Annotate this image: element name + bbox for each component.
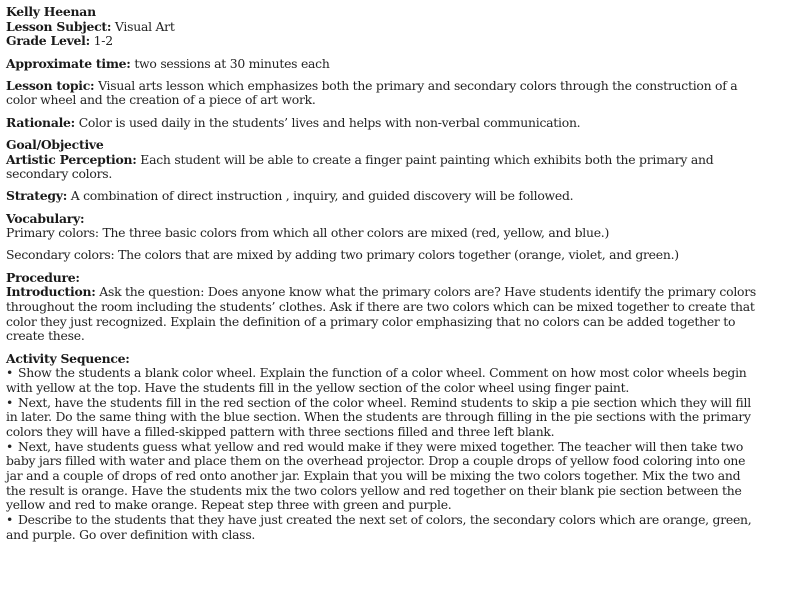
artistic-perception: Artistic Perception: Each student will be able to create a finger paint painting which exhibits both the primary and bbox=[6, 151, 714, 167]
strategy: Strategy: A combination of direct instruction , inquiry, and guided discovery will be followed. bbox=[6, 188, 574, 204]
vocab-secondary-colors: Secondary colors: The colors that are mixed by adding two primary colors together (orange, violet, and green.) bbox=[6, 247, 679, 263]
rationale: Rationale: Color is used daily in the students’ lives and helps with non-verbal communication. bbox=[6, 114, 581, 130]
grade-level-value: 1-2 bbox=[89, 33, 113, 49]
procedure-heading: Procedure: bbox=[6, 269, 80, 285]
activity-sequence-heading: Activity Sequence: bbox=[6, 350, 130, 366]
lesson-subject-value: Visual Art bbox=[111, 18, 175, 34]
lesson-subject-label: Lesson Subject: bbox=[6, 18, 112, 34]
artistic-perception-cont: secondary colors. bbox=[6, 166, 113, 182]
lesson-topic-label: Lesson topic: bbox=[6, 77, 95, 93]
lesson-topic-cont: color wheel and the creation of a piece of art work. bbox=[6, 92, 316, 108]
approximate-time-label: Approximate time: bbox=[6, 55, 131, 71]
introduction-label: Introduction: bbox=[6, 284, 96, 300]
activity-list bbox=[6, 366, 800, 542]
bullet-icon: • bbox=[6, 394, 14, 410]
goal-heading: Goal/Objective bbox=[6, 136, 104, 152]
bullet-icon: • bbox=[6, 512, 14, 528]
bullet-icon: • bbox=[6, 438, 14, 454]
grade-level-label: Grade Level: bbox=[6, 33, 90, 49]
activity-item: • Next, have students guess what yellow and red would make if they were mixed together. The teacher will then take two baby jars filled with water and place them on the overhead projector. Drop a couple drops of yellow food coloring into one jar and a couple of drops of red onto another jar. Explain that you will be mixing the two colors together. Mix the two and the result is orange. Have the students mix the two colors yellow and red together on their blank pie section between the yellow and red to make orange. Repeat step three with green and purple. bbox=[6, 438, 746, 513]
introduction-cont: create these. bbox=[6, 328, 85, 344]
vocabulary-heading: Vocabulary: bbox=[6, 210, 85, 226]
approximate-time-value: two sessions at 30 minutes each bbox=[130, 55, 330, 71]
grade-level bbox=[6, 34, 800, 49]
lesson-subject bbox=[6, 20, 800, 35]
strategy-label: Strategy: bbox=[6, 188, 68, 204]
rationale-label: Rationale: bbox=[6, 114, 76, 130]
artistic-perception-label: Artistic Perception: bbox=[6, 151, 137, 167]
vocab-primary-colors: Primary colors: The three basic colors from which all other colors are mixed (red, yellow, and blue.) bbox=[6, 225, 610, 241]
introduction-cont: throughout the room including the students’ clothes. Ask if there are two colors which can be mixed together to create that bbox=[6, 299, 755, 314]
activity-item: • Show the students a blank color wheel. Explain the function of a color wheel. Comment on how most color wheels begin with yellow at the top. Have the students fill in the yellow section of the color wheel using finger paint. bbox=[6, 365, 747, 395]
activity-item: • Next, have the students fill in the red section of the color wheel. Remind students to skip a pie section which they will fill in later. Do the same thing with the blue section. When the students are through filling in the pie sections with the primary colors they will have a filled-skipped pattern with three sections filled and three left blank. bbox=[6, 394, 751, 439]
lesson-topic: Lesson topic: Visual arts lesson which emphasizes both the primary and secondary colors through the construction of a bbox=[6, 77, 738, 93]
bullet-icon: • bbox=[6, 365, 14, 381]
activity-item: • Describe to the students that they have just created the next set of colors, the secondary colors which are orange, green, and purple. Go over definition with class. bbox=[6, 512, 752, 542]
approximate-time bbox=[6, 57, 800, 72]
introduction: Introduction: Ask the question: Does anyone know what the primary colors are? Have students identify the primary colors bbox=[6, 284, 757, 300]
author-name: Kelly Heenan bbox=[6, 4, 96, 19]
introduction-cont: color they just recognized. Explain the definition of a primary color emphasizing that no colors can be added together to bbox=[6, 313, 736, 329]
